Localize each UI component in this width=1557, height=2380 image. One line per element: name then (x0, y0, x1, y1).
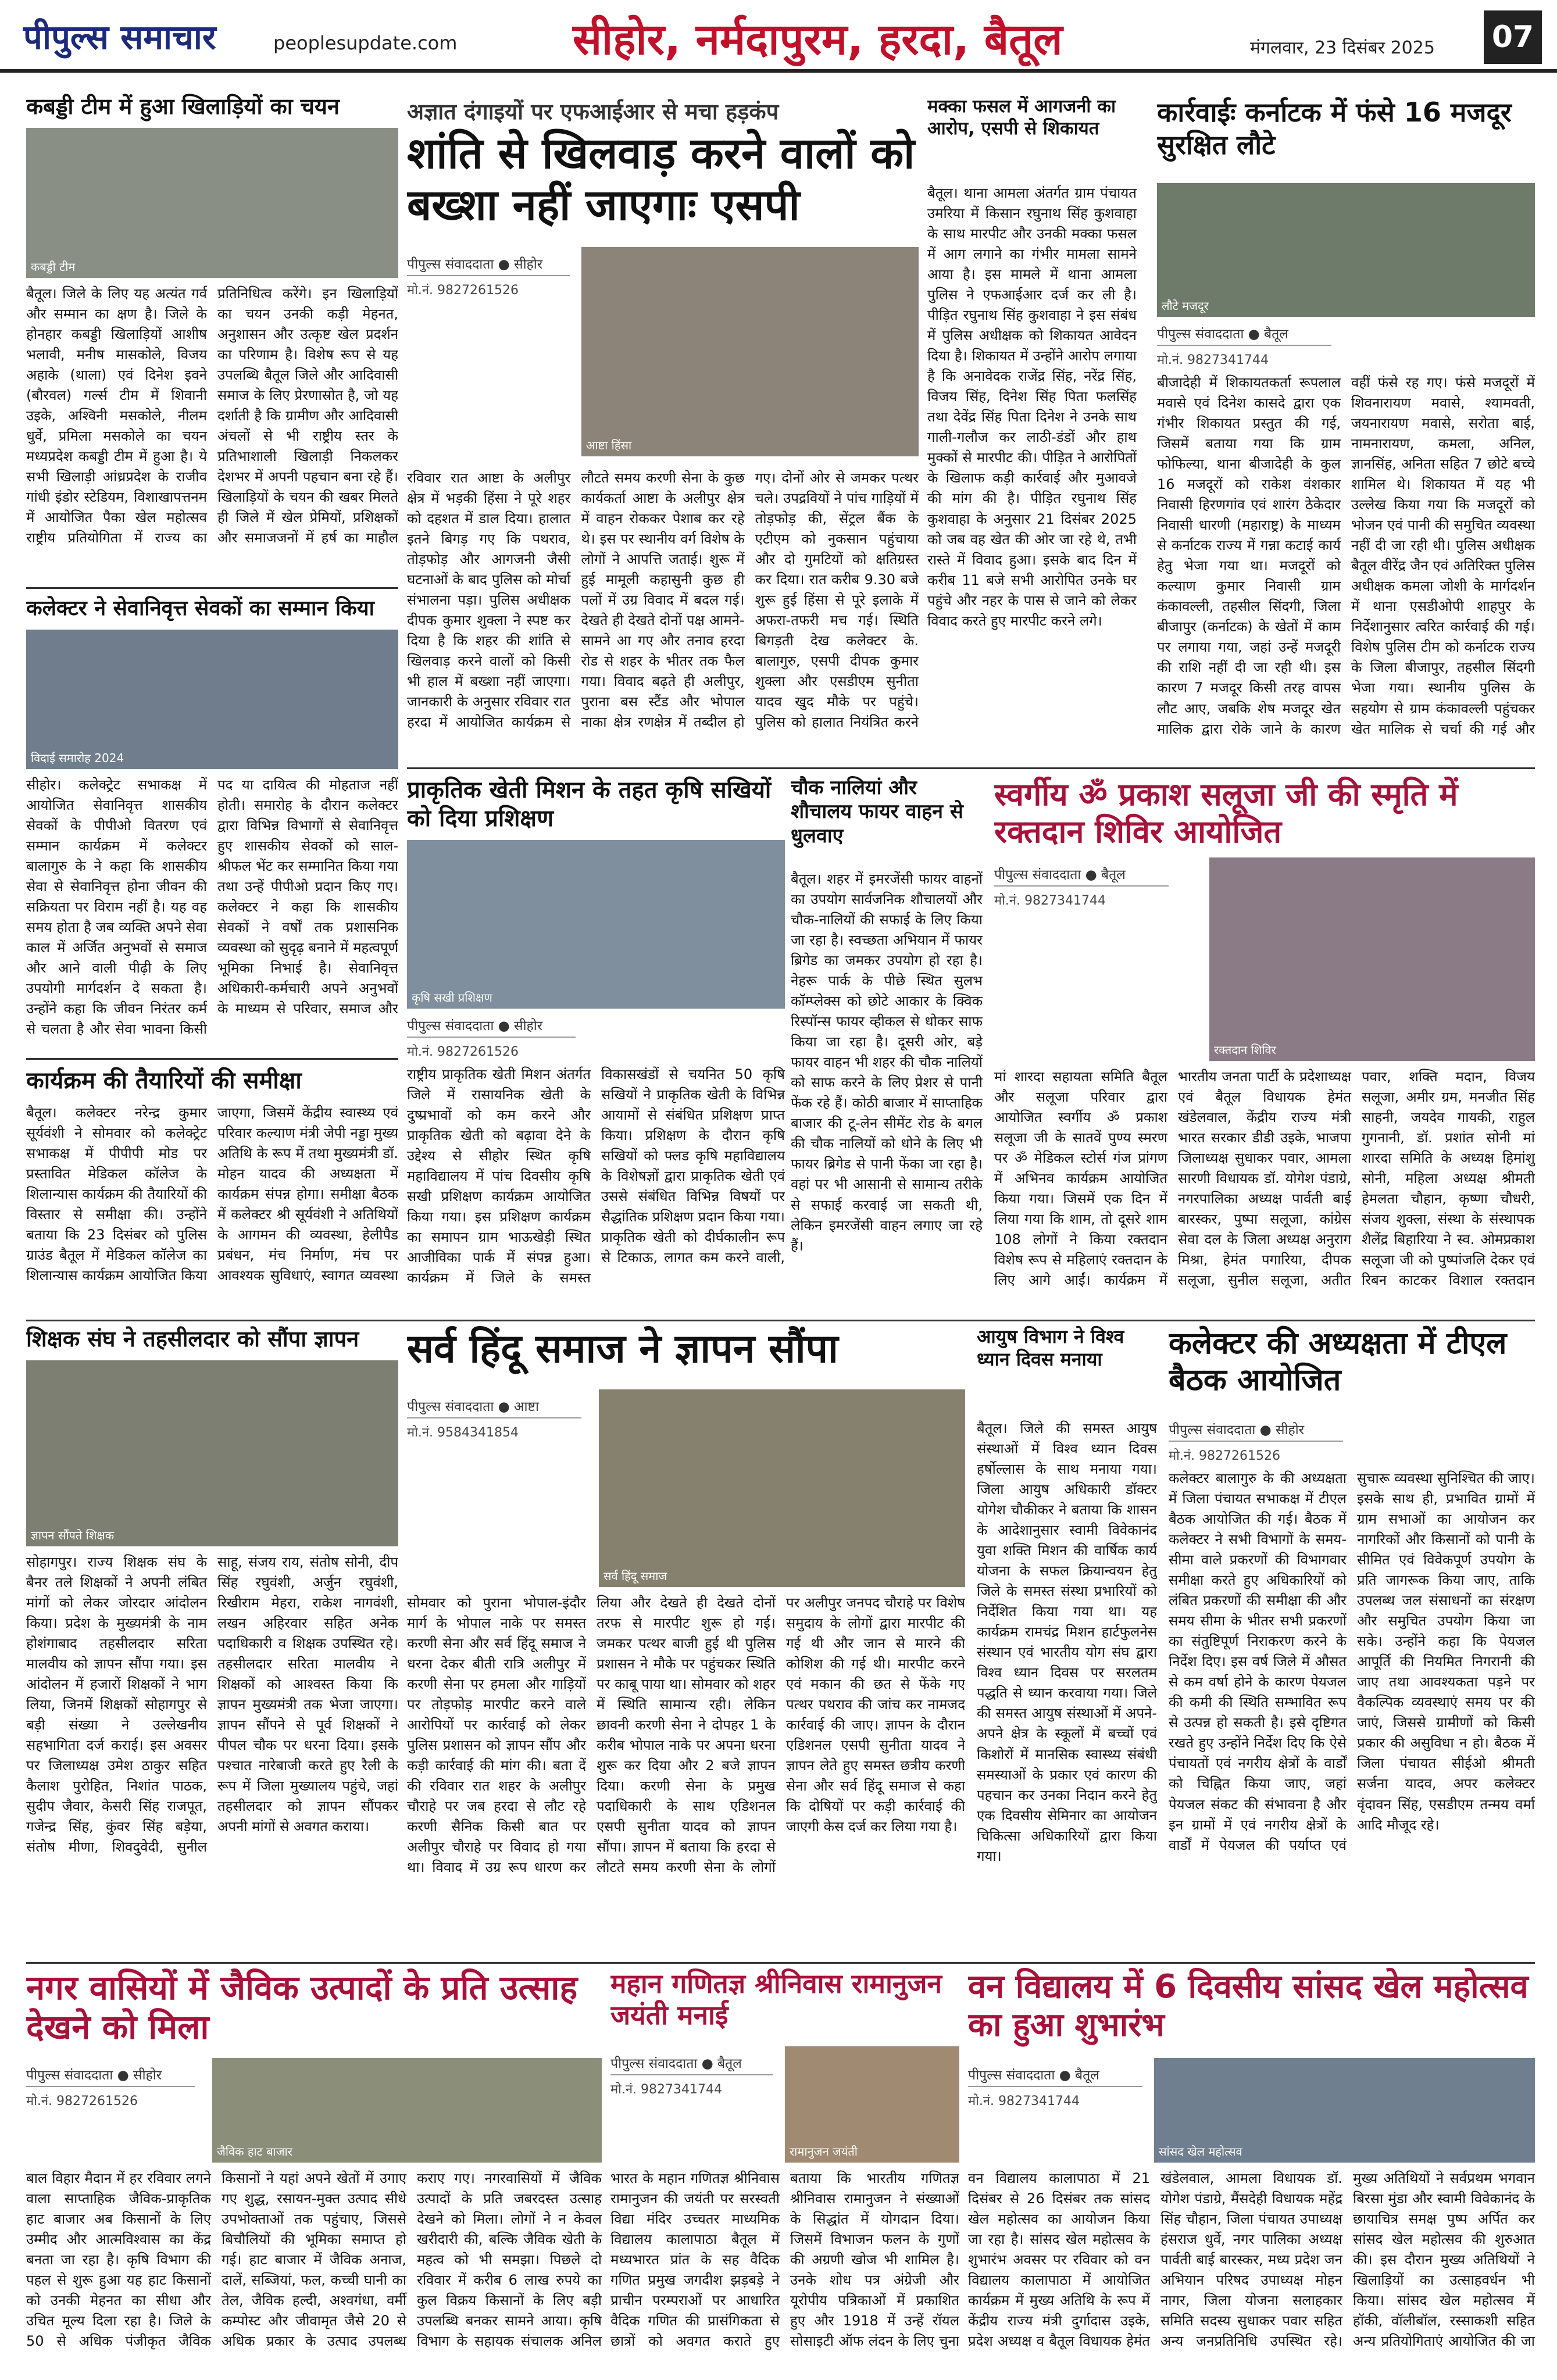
headline: वन विद्यालय में 6 दिवसीय सांसद खेल महोत्सव का हुआ शुभारंभ (968, 1968, 1529, 2045)
article-body: कलेक्टर बालागुरु के की अध्यक्षता में जिला पंचायत सभाकक्ष में टीएल बैठक आयोजित की गई। बैठक में कलेक्टर ने सभी विभागों के समय-सीमा वाले प्रकरणों की विभागवार समीक्षा करते हुए अधिकारियों को लंबित प्रकरणों की समीक्षा की और समय सीमा के भीतर सभी प्रकरणों का संतुष्टिपूर्ण निराकरण करने के निर्देश दिए। इस वर्ष जिले में औसत से कम वर्षा होने के कारण पेयजल की कमी की स्थिति सम्भावित रूप से उत्पन्न हो सकती है। इसे दृष्टिगत रखते हुए उन्होंने निर्देश दिए कि ऐसे पंचायतों एवं नगरीय क्षेत्रों के वार्डों को चिह्नित किया जाए, जहां पेयजल संकट की संभावना है और इन ग्रामों में एवं नगरीय क्षेत्रों के वार्डों में पेयजल की पर्याप्त एवं सुचारू व्यवस्था सुनिश्चित की जाए। इसके साथ ही, प्रभावित ग्रामों में ग्राम सभाओं का आयोजन कर नागरिकों और किसानों को पानी के सीमित एवं विवेकपूर्ण उपयोग के प्रति जागरूक किया जाए, ताकि उपलब्ध जल संसाधनों का संरक्षण और समुचित उपयोग किया जा सके। उन्होंने कहा कि पेयजल आपूर्ति की नियमित निगरानी की जाए तथा आवश्यकता पड़ने पर वैकल्पिक व्यवस्थाएं समय पर की जाएं, जिससे ग्रामीणों को किसी प्रकार की असुविधा न हो। बैठक में जिला पंचायत सीईओ श्रीमती सर्जना यादव, अपर कलेक्टर वृंदावन सिंह, एसडीएम तन्मय वर्मा आदि मौजूद रहे। (1169, 1470, 1535, 1853)
headline: नगर वासियों में जैविक उत्पादों के प्रति उत्साह देखने को मिला (26, 1968, 578, 2047)
reporter-mobile: मो.नं. 9827341744 (968, 2094, 1080, 2109)
article-natural-farming (407, 776, 785, 1314)
article-aashta-violence (407, 96, 919, 756)
article-photo: कबड्डी टीम (26, 128, 398, 278)
article-photo: रामानुजन जयंती (785, 2046, 959, 2163)
divider (26, 1962, 1535, 1964)
article-photo: आष्टा हिंसा (581, 247, 919, 456)
headline: सर्व हिंदू समाज ने ज्ञापन सौंपा (407, 1326, 838, 1372)
article-retired-employees (26, 596, 398, 1049)
byline: पीपुल्स संवाददाता ● सीहोर (407, 1013, 576, 1038)
divider (407, 767, 1535, 769)
masthead (0, 0, 1557, 73)
divider (26, 1320, 1535, 1321)
headline: महान गणितज्ञ श्रीनिवास रामानुजन जयंती मनाई (610, 1968, 942, 2031)
divider (26, 587, 398, 589)
headline: कबड्डी टीम में हुआ खिलाड़ियों का चयन (26, 94, 340, 119)
byline: पीपुल्स संवाददाता ● बैतूल (994, 862, 1169, 887)
headline: मक्का फसल में आगजनी का आरोप, एसपी से शिकायत (927, 96, 1116, 139)
article-meditation-day (977, 1325, 1157, 1956)
article-ramanujan-jayanti (610, 1968, 959, 2369)
article-blood-donation (994, 776, 1535, 1314)
article-photo: रक्तदान शिविर (1209, 857, 1535, 1061)
article-organic-market (26, 1968, 602, 2369)
article-body: बैतूल। कलेक्टर नरेन्द्र कुमार सूर्यवंशी ने सोमवार को कलेक्ट्रेट सभाकक्ष में पीपीपी मोड पर प्रस्तावित मेडिकल कॉलेज के शिलान्यास कार्यक्रम की तैयारियों की विस्तार से समीक्षा की। उन्होंने बताया कि 23 दिसंबर को पुलिस ग्राउंड बैतूल में मेडिकल कॉलेज का शिलान्यास कार्यक्रम आयोजित किया जाएगा, जिसमें केंद्रीय स्वास्थ्य एवं परिवार कल्याण मंत्री जेपी नड्डा मुख्य अतिथि के रूप में तथा मुख्यमंत्री डॉ. मोहन यादव की अध्यक्षता में कार्यक्रम संपन्न होगा। समीक्षा बैठक में कलेक्टर श्री सूर्यवंशी ने अतिथियों के आगमन की व्यवस्था, हेलीपैड प्रबंधन, मंच निर्माण, मंच पर आवश्यक सुविधाएं, स्वागत व्यवस्था (26, 1105, 398, 1284)
article-body: सोहागपुर। राज्य शिक्षक संघ के बैनर तले शिक्षकों ने अपनी लंबित मांगों को लेकर जोरदार आंदोलन किया। प्रदेश के मुख्यमंत्री के नाम होशंगाबाद तहसीलदार सरिता मालवीय को ज्ञापन सौंपा गया। इस आंदोलन में हजारों शिक्षकों ने भाग लिया, जिनमें शिक्षकों सोहागपुर से बड़ी संख्या ने उल्लेखनीय सहभागिता दर्ज कराई। इस अवसर पर जिलाध्यक्ष उमेश ठाकुर सहित कैलाश पुरोहित, निशांत पाठक, सुदीप जैवार, केसरी सिंह राजपूत, गजेन्द्र सिंह, कुंवर सिंह बड़ेया, संतोष मीणा, शिवदुवेदी, सुनील साहू, संजय राय, संतोष सोनी, दीप सिंह रघुवंशी, अर्जुन रघुवंशी, रिखीराम मेहरा, राकेश नागवंशी, लखन अहिरवार सहित अनेक पदाधिकारी व शिक्षक उपस्थित रहे। तहसीलदार सरिता मालवीय ने शिक्षकों को आश्वस्त किया कि ज्ञापन मुख्यमंत्री तक भेजा जाएगा। ज्ञापन सौंपने से पूर्व शिक्षकों ने पीपल चौक पर धरना दिया। इसके पश्चात नारेबाजी करते हुए रैली के रूप में जिला मुख्यालय पहुंचे, जहां तहसीलदार को ज्ञापन सौंपकर अपनी मांगों से अवगत कराया। (26, 1554, 398, 1856)
article-photo: ज्ञापन सौंपते शिक्षक (26, 1360, 398, 1546)
reporter-mobile: मो.नं. 9827261526 (407, 283, 519, 298)
article-crop-fire (927, 96, 1137, 764)
headline: कार्यक्रम की तैयारियों की समीक्षा (26, 1067, 302, 1094)
article-memo-submitted (407, 1325, 965, 1956)
headline: कार्रवाईः कर्नाटक में फंसे 16 मजदूर सुरक्षित लौटे (1157, 97, 1512, 161)
headline: प्राकृतिक खेती मिशन के तहत कृषि सखियों को दिया प्रशिक्षण (407, 777, 772, 832)
newspaper-logo: पीपुल्स समाचार (23, 17, 216, 57)
article-body: रविवार रात आष्टा के अलीपुर क्षेत्र में भड़की हिंसा ने पूरे शहर को दहशत में डाल दिया। हालात इतने बिगड़ गए कि पथराव, तोड़फोड़ और आगजनी जैसी घटनाओं के बाद पुलिस को मोर्चा संभालना पड़ा। पुलिस अधीक्षक दीपक कुमार शुक्ला ने स्पष्ट कर दिया है कि शहर की शांति से खिलवाड़ करने वालों को किसी भी हाल में बख्शा नहीं जाएगा। जानकारी के अनुसार रविवार रात हरदा में आयोजित कार्यक्रम से लौटते समय करणी सेना के कुछ कार्यकर्ता आष्टा के अलीपुर क्षेत्र में वाहन रोककर पेशाब कर रहे थे। इस पर स्थानीय वर्ग विशेष के लोगों ने आपत्ति जताई। शुरू में हुई मामूली कहासुनी कुछ ही पलों में उग्र विवाद में बदल गई। देखते ही देखते दोनों पक्ष आमने-सामने आ गए और तनाव हरदा रोड से शहर के भीतर तक फैल गया। विवाद बढ़ते ही अलीपुर, पुराना बस स्टैंड और भोपाल नाका क्षेत्र रणक्षेत्र में तब्दील हो गए। दोनों ओर से जमकर पत्थर चले। उपद्रवियों ने पांच गाड़ियों में तोड़फोड़ की, सेंट्रल बैंक के एटीएम को नुकसान पहुंचाया और दो गुमटियों को क्षतिग्रस्त कर दिया। रात करीब 9.30 बजे शुरू हुई हिंसा से पूरे इलाके में अफरा-तफरी मच गई। स्थिति बिगड़ती देख कलेक्टर के. बालागुरु, एसपी दीपक कुमार शुक्ला और एसडीएम सुनीता यादव खुद मौके पर पहुंचे। पुलिस को हालात नियंत्रित करने (407, 470, 919, 731)
reporter-mobile: मो.नं. 9827261526 (26, 2094, 138, 2109)
headline: शांति से खिलवाड़ करने वालों को बख्शा नहीं जाएगाः एसपी (407, 128, 915, 230)
byline: पीपुल्स संवाददाता ● बैतूल (968, 2063, 1142, 2087)
article-kabaddi (26, 93, 398, 578)
website-link[interactable]: peoplesupdate.com (273, 32, 458, 54)
article-body: वन विद्यालय कालापाठा में 21 दिसंबर से 26 दिसंबर तक सांसद खेल महोत्सव का आयोजन किया जा रहा है। सांसद खेल महोत्सव के शुभारंभ अवसर पर रविवार को वन विद्यालय कालापाठा में आयोजित कार्यक्रम में मुख्य अतिथि के रूप में केंद्रीय राज्य मंत्री दुर्गादास उइके, प्रदेश अध्यक्ष व बैतूल विधायक हेमंत खंडेलवाल, आमला विधायक डॉ. योगेश पंडाग्रे, मैंसदेही विधायक महेंद्र सिंह चौहान, जिला पंचायत उपाध्यक्ष हंसराज धुर्वे, नगर पालिका अध्यक्ष पार्वती बाई बारस्कर, मध्य प्रदेश जन अभियान परिषद उपाध्यक्ष मोहन नागर, जिला योजना सलाहकार समिति सदस्य सुधाकर पवार सहित अन्य जनप्रतिनिधि उपस्थित रहे। मुख्य अतिथियों ने सर्वप्रथम भगवान बिरसा मुंडा और स्वामी विवेकानंद के छायाचित्र समक्ष पुष्प अर्पित कर सांसद खेल महोत्सव की शुरुआत की। इस दौरान मुख्य अतिथियों ने खिलाड़ियों का उत्साहवर्धन भी किया। सांसद खेल महोत्सव में हॉकी, वॉलीबॉल, रस्साकशी सहित अन्य प्रतियोगिताएं आयोजित की जा (968, 2170, 1535, 2350)
article-body: बैतूल। जिले के लिए यह अत्यंत गर्व और सम्मान का क्षण है। जिले के होनहार कबड्डी खिलाड़ियों आशीष भलावी, मनीष मासकोले, विजय अहाके (थाला) एवं दिनेश इवने (बौरवल) गर्ल्स टीम में शिवानी उइके, अश्विनी मसकोले, नीलम धुर्वे, प्रमिला मसकोले का चयन मध्यप्रदेश कबड्डी टीम में हुआ है। ये सभी खिलाड़ी आंध्रप्रदेश के राजीव गांधी इंडोर स्टेडियम, विशाखापत्तनम में आयोजित पैका खेल महोत्सव राष्ट्रीय प्रतियोगिता में राज्य का प्रतिनिधित्व करेंगे। इन खिलाड़ियों का चयन उनकी कड़ी मेहनत, अनुशासन और उत्कृष्ट खेल प्रदर्शन का परिणाम है। विशेष रूप से यह उपलब्धि बैतूल जिले और आदिवासी समाज के लिए प्रेरणास्रोत है, जो यह दर्शाती है कि ग्रामीण और आदिवासी अंचलों से भी राष्ट्रीय स्तर के प्रतिभाशाली खिलाड़ी निकलकर देशभर में अपनी पहचान बना रहे हैं। खिलाड़ियों के चयन की खबर मिलते ही जिले में खेल प्रेमियों, प्रशिक्षकों और समाजजनों में हर्ष का माहौल (26, 285, 398, 546)
article-fire-vehicle (791, 776, 983, 1314)
headline: आयुष विभाग ने विश्व ध्यान दिवस मनाया (977, 1325, 1124, 1371)
article-body: भारत के महान गणितज्ञ श्रीनिवास रामानुजन की जयंती पर सरस्वती विद्या मंदिर उच्चतर माध्यमिक विद्यालय कालापाठा बैतूल में मध्यभारत प्रांत के सह वैदिक गणित प्रमुख जगदीश झड़बड़े ने प्राचीन परम्पराओं पर आधारित वैदिक गणित की प्रासंगिकता से छात्रों को अवगत कराते हुए बताया कि भारतीय गणितज्ञ श्रीनिवास रामानुजन ने संख्याओं के सिद्धांत में योगदान दिया। जिसमें विभाजन फलन के गुणों की अग्रणी खोज भी शामिल है। उनके शोध पत्र अंग्रेजी और यूरोपीय पत्रिकाओं में प्रकाशित हुए और 1918 में उन्हें रॉयल सोसाइटी ऑफ लंदन के लिए चुना (610, 2170, 959, 2350)
article-body: बैतूल। शहर में इमरजेंसी फायर वाहनों का उपयोग सार्वजनिक शौचालयों और चौक-नालियों की सफाई के लिए किया जा रहा है। स्वच्छता अभियान में फायर ब्रिगेड का जमकर उपयोग हो रहा है। नेहरू पार्क के पीछे स्थित सुलभ कॉम्प्लेक्स को छोटे आकार के क्विक रिस्पॉन्स फायर व्हीकल से धोकर साफ किया जा रहा है। दूसरी ओर, बड़े फायर वाहन भी शहर की चौक नालियों को साफ करने के लिए प्रेशर से पानी फेंक रहे हैं। कोठी बाजार में साप्ताहिक बाजार की टू-लेन सीमेंट रोड के बगल की चौक नालियों को धोने के लिए भी फायर ब्रिगेड से पानी फेंका जा रहा है। वहां पर भी आसानी से सामान्य तरीके से सफाई करवाई जा सकती थी, लेकिन इमरजेंसी वाहन लगाए जा रहे हैं। (791, 871, 983, 1254)
reporter-mobile: मो.नं. 9827261526 (407, 1045, 519, 1059)
article-teachers-memo (26, 1325, 398, 1956)
byline: पीपुल्स संवाददाता ● सीहोर (1169, 1417, 1343, 1442)
article-photo: विदाई समारोह 2024 (26, 630, 398, 769)
article-body: सोमवार को पुराना भोपाल-इंदौर मार्ग के भोपाल नाके पर समस्त करणी सेना और सर्व हिंदू समाज ने धरना देकर बीती रात्रि अलीपुर में करणी सेना पर हमला और गाड़ियों पर तोड़फोड़ मारपीट करने वाले आरोपियों पर कार्रवाई को लेकर पुलिस प्रशासन को ज्ञापन सौंप और कड़ी कार्रवाई की मांग की। बता दें की रविवार रात शहर के अलीपुर चौराहे पर जब हरदा से लौट रहे करणी सैनिक किसी बात पर अलीपुर चौराहे पर विवाद हो गया था। विवाद में उग्र रूप धारण कर लिया और देखते ही देखते दोनों तरफ से मारपीट शुरू हो गई। जमकर पत्थर बाजी हुई थी पुलिस प्रशासन ने मौके पर पहुंचकर स्थिति पर काबू पाया था। सोमवार को शहर में स्थिति सामान्य रही। लेकिन छावनी करणी सेना ने दोपहर 1 के करीब भोपाल नाके पर अपना धरना शुरू कर दिया और 2 बजे ज्ञापन दिया। करणी सेना के प्रमुख पदाधिकारी के साथ एडिशनल एसपी सुनीता यादव को ज्ञापन सौंपा। ज्ञापन में बताया कि हरदा से लौटते समय करणी सेना के लोगों पर अलीपुर जनपद चौराहे पर विशेष समुदाय के लोगों द्वारा मारपीट की गई थी और जान से मारने की कोशिश की गई थी। मारपीट करने एवं मकान की छत से फेंके गए पत्थर पथराव की जांच कर नामजद कार्रवाई की जाए। ज्ञापन के दौरान एडिशनल एसपी सुनीता यादव ने ज्ञापन लेते हुए समस्त छत्रीय करणी सेना और सर्व हिंदू समाज से कहा कि दोषियों पर कड़ी कार्रवाई की जाएगी केस दर्ज कर लिया गया है। (407, 1595, 965, 1876)
article-body: सीहोर। कलेक्ट्रेट सभाकक्ष में आयोजित सेवानिवृत्त शासकीय सेवकों के पीपीओ वितरण एवं सम्मान कार्यक्रम में कलेक्टर बालागुरु के ने कहा कि शासकीय सेवा से सेवानिवृत्त होना जीवन की सक्रियता पर विराम नहीं है। यह वह समय होता है जब व्यक्ति अपने सेवा काल में अर्जित अनुभवों से समाज और आने वाली पीढ़ी के लिए उपयोगी मार्गदर्शन दे सकता है। उन्होंने कहा कि जीवन निरंतर कर्म से चलता है और सेवा भावना किसी पद या दायित्व की मोहताज नहीं होती। समारोह के दौरान कलेक्टर द्वारा विभिन्न विभागों से सेवानिवृत्त हुए शासकीय सेवकों को साल-श्रीफल भेंट कर सम्मानित किया गया तथा उन्हें पीपीओ प्रदान किए गए। कलेक्टर ने कहा कि शासकीय सेवकों ने वर्षों तक प्रशासनिक व्यवस्था को सुदृढ़ बनाने में महत्वपूर्ण भूमिका निभाई है। सेवानिवृत्त अधिकारी-कर्मचारी अपने अनुभवों के माध्यम से परिवार, समाज और (26, 777, 398, 1038)
article-body: मां शारदा सहायता समिति बैतूल और सलूजा परिवार द्वारा आयोजित स्वर्गीय ॐ प्रकाश सलूजा जी के सातवें पुण्य स्मरण पर ॐ मेडिकल स्टोर्स गंज प्रांगण में अभिनव कार्यक्रम आयोजित किया गया। जिसमें एक दिन में लिया गया कि शाम, तो दूसरे शाम 108 लोगों ने किया रक्तदान विशेष रूप से महिलाएं रक्तदान के लिए आगे आईं। कार्यक्रम में भारतीय जनता पार्टी के प्रदेशाध्यक्ष एवं बैतूल विधायक हेमंत खंडेलवाल, केंद्रीय राज्य मंत्री भारत सरकार डीडी उइके, भाजपा जिलाध्यक्ष सुधाकर पवार, आमला सारणी विधायक डॉ. योगेश पंडाग्रे, नगरपालिका अध्यक्ष पार्वती बाई बारस्कर, पुष्पा सलूजा, कांग्रेस सेवा दल के जिला अध्यक्ष अनुराग मिश्रा, हेमंत पगारिया, दीपक सलूजा, सुनील सलूजा, अतीत पवार, शक्ति मदान, विजय सलूजा, अमीर ग्रम, मनजीत सिंह साहनी, जयदेव गायकी, राहुल गुगनानी, डॉ. प्रशांत सोनी मां शारदा समिति के अध्यक्ष हिमांशु सोनी, महिला अध्यक्ष श्रीमती हेमलता चौहान, कृष्णा चौधरी, संजय शुक्ला, संस्था के संस्थापक शैलेंद्र बिहारिया ने स्व. ओमप्रकाश सलूजा जी को पुष्पांजलि देकर एवं रिबन काटकर विशाल रक्तदान (994, 1069, 1535, 1289)
article-sports-festival (968, 1968, 1535, 2369)
article-body: बाल विहार मैदान में हर रविवार लगने वाला साप्ताहिक जैविक-प्राकृतिक हाट बाजार अब किसानों के लिए उम्मीद और आत्मविश्वास का केंद्र बनता जा रहा है। कृषि विभाग की पहल से शुरू हुआ यह हाट किसानों को उनकी मेहनत का सीधा और उचित मूल्य दिला रहा है। जिले के 50 से अधिक पंजीकृत जैविक किसानों ने यहां अपने खेतों में उगाए गए शुद्ध, रसायन-मुक्त उत्पाद सीधे उपभोक्ताओं तक पहुंचाए, जिससे बिचौलियों की भूमिका समाप्त हो गई। हाट बाजार में जैविक अनाज, दालें, सब्जियां, फल, कच्ची घानी का तेल, जैविक हल्दी, अश्वगंधा, वर्मी कम्पोस्ट और जीवामृत जैसे 20 से अधिक प्रकार के उत्पाद उपलब्ध कराए गए। नगरवासियों में जैविक उत्पादों के प्रति जबरदस्त उत्साह देखने को मिला। लोगों ने न केवल खरीदारी की, बल्कि जैविक खेती के महत्व को भी समझा। पिछले दो रविवार में करीब 6 लाख रुपये का कुल विक्रय किसानों के लिए बड़ी उपलब्धि बनकर सामने आया। कृषि विभाग के सहायक संचालक अनिल (26, 2170, 602, 2350)
kicker: अज्ञात दंगाइयों पर एफआईआर से मचा हड़कंप (407, 99, 779, 124)
headline: कलेक्टर की अध्यक्षता में टीएल बैठक आयोजित (1169, 1326, 1507, 1398)
reporter-mobile: मो.नं. 9827341744 (610, 2082, 723, 2097)
article-tl-meeting (1169, 1325, 1535, 1956)
reporter-mobile: मो.नं. 9827341744 (1157, 353, 1269, 367)
edition-cities: सीहोर, नर्मदापुरम, हरदा, बैतूल (573, 15, 1063, 65)
headline: शिक्षक संघ ने तहसीलदार को सौंपा ज्ञापन (26, 1326, 359, 1352)
issue-date: मंगलवार, 23 दिसंबर 2025 (1250, 38, 1435, 58)
byline: पीपुल्स संवाददाता ● बैतूल (1157, 321, 1331, 346)
article-photo: कृषि सखी प्रशिक्षण (407, 840, 785, 1009)
headline: स्वर्गीय ॐ प्रकाश सलूजा जी की स्मृति में रक्तदान शिविर आयोजित (994, 776, 1458, 850)
article-body: बैतूल। जिले की समस्त आयुष संस्थाओं में विश्व ध्यान दिवस हर्षोल्लास के साथ मनाया गया। जिला आयुष अधिकारी डॉक्टर योगेश चौकीकर ने बताया कि शासन के आदेशानुसार स्वामी विवेकानंद युवा शक्ति मिशन की वार्षिक कार्य योजना के सफल क्रियान्वयन हेतु जिले के समस्त संस्था प्रभारियों को निर्देशित किया गया था। यह कार्यक्रम रामचंद्र मिशन हार्टफुलनेस संस्थान एवं भारतीय योग संघ द्वारा विश्व ध्यान दिवस पर सरलतम पद्धति से ध्यान करवाया गया। जिले की समस्त आयुष संस्थाओं में अपने-अपने क्षेत्र के स्कूलों में बच्चों एवं किशोरों में मानसिक स्वास्थ्य संबंधी समस्याओं के प्रकार एवं कारण की पहचान कर उनका निदान करने हेतु एक दिवसीय सेमिनार का आयोजन चिकित्सा अधिकारियों द्वारा किया गया। (977, 1420, 1157, 1864)
article-body: राष्ट्रीय प्राकृतिक खेती मिशन अंतर्गत जिले में रासायनिक खेती के दुष्प्रभावों को कम करने और प्राकृतिक खेती को बढ़ावा देने के उद्देश्य से सीहोर स्थित कृषि महाविद्यालय में पांच दिवसीय कृषि सखी प्रशिक्षण कार्यक्रम आयोजित किया गया। इस प्रशिक्षण कार्यक्रम का समापन ग्राम भाऊखेड़ी स्थित आजीविका पार्क में संपन्न हुआ। कार्यक्रम में जिले के समस्त विकासखंडों से चयनित 50 कृषि सखियों ने प्राकृतिक खेती के विभिन्न आयामों से संबंधित प्रशिक्षण प्राप्त किया। प्रशिक्षण के दौरान कृषि सखियों को फ्लड कृषि महाविद्यालय के विशेषज्ञों द्वारा प्राकृतिक खेती एवं उससे संबंधित विभिन्न विषयों पर सैद्धांतिक प्रशिक्षण प्रदान किया गया। प्राकृतिक खेती को दीर्घकालीन रूप से टिकाऊ, लागत कम करने वाली, (407, 1066, 785, 1287)
article-workers-returned (1157, 96, 1535, 762)
article-program-review (26, 1067, 398, 1314)
reporter-mobile: मो.नं. 9584341854 (407, 1425, 519, 1440)
reporter-mobile: मो.नं. 9827341744 (994, 894, 1106, 908)
article-photo: जैविक हाट बाजार (212, 2058, 602, 2163)
byline: पीपुल्स संवाददाता ● आष्टा (407, 1394, 581, 1418)
article-photo: सांसद खेल महोत्सव (1154, 2058, 1535, 2163)
reporter-mobile: मो.नं. 9827261526 (1169, 1449, 1281, 1463)
article-photo: लौटे मजदूर (1157, 183, 1535, 317)
article-body: बैतूल। थाना आमला अंतर्गत ग्राम पंचायत उमरिया में किसान रघुनाथ सिंह कुशवाहा के साथ मारपीट और उनकी मक्का फसल में आग लगाने का गंभीर मामला सामने आया है। इस मामले में थाना आमला पुलिस ने एफआईआर दर्ज कर ली है। पीड़ित रघुनाथ सिंह कुशवाहा ने इस संबंध में पुलिस अधीक्षक को शिकायत आवेदन दिया है। शिकायत में उन्होंने आरोप लगाया है कि अनावेदक राजेंद्र सिंह, नरेंद्र सिंह, विजय सिंह, दिनेश सिंह पिता फलसिंह तथा देवेंद्र सिंह पिता दिनेश ने उनके साथ गाली-गलौज कर लाठी-डंडों और हाथ मुक्कों से मारपीट की। पीड़ित ने आरोपितों के खिलाफ कड़ी कार्रवाई और मुआवजे की मांग की है। पीड़ित रघुनाथ सिंह कुशवाहा के अनुसार 21 दिसंबर 2025 को जब वह खेत की ओर जा रहे थे, तभी रास्ते में विवाद हुआ। इसके बाद दिन में करीब 11 बजे सभी आरोपित उनके घर पहुंचे और नहर के पास से जाने को लेकर विवाद करते हुए मारपीट करने लगे। (927, 185, 1137, 629)
byline: पीपुल्स संवाददाता ● बैतूल (610, 2051, 773, 2075)
article-body: बीजादेही में शिकायतकर्ता रूपलाल मवासे एवं दिनेश कासदे द्वारा एक गंभीर शिकायत प्रस्तुत की गई, जिसमें बताया गया कि ग्राम फोफिल्या, थाना बीजादेही के कुल 16 मजदूरों को राकेश वंशकार निवासी हिरणगांव एवं शारंग ठेकेदार निवासी धारणी (महाराष्ट्र) के माध्यम से कर्नाटक राज्य में गन्ना कटाई कार्य हेतु भेजा गया था। मजदूरों को कल्याण कुमार निवासी ग्राम कंकावल्ली, तहसील सिंदगी, जिला बीजापुर (कर्नाटक) के खेतों में काम पर लगाया गया, जहां उन्हें मजदूरी की राशि नहीं दी जा रही थी। इस कारण 7 मजदूर किसी तरह वापस लौट आए, जबकि शेष मजदूर खेत मालिक द्वारा रोके जाने के कारण वहीं फंसे रह गए। फंसे मजदूरों में शिवनारायण मवासे, श्यामवती, जयनारायण मवासे, सरोता बाई, नामनारायण, कमला, अनिल, ज्ञानसिंह, अनिता सहित 7 छोटे बच्चे शामिल थे। शिकायत में यह भी उल्लेख किया गया कि मजदूरों को भोजन एवं पानी की समुचित व्यवस्था नहीं दी जा रही थी। पुलिस अधीक्षक बैतूल वीरेंद्र जैन एवं अतिरिक्त पुलिस अधीक्षक कमला जोशी के मार्गदर्शन में थाना एसडीओपी शाहपुर के निर्देशानुसार त्वरित कार्रवाई की गई। विशेष पुलिस टीम को कर्नाटक राज्य के जिला बीजापुर, तहसील सिंदगी भेजा गया। स्थानीय पुलिस के सहयोग से ग्राम कंकावल्ली पहुंचकर खेत मालिक से चर्चा की गई और (1157, 374, 1535, 737)
headline: चौक नालियां और शौचालय फायर वाहन से धुलवाए (791, 776, 963, 848)
article-photo: सर्व हिंदू समाज (599, 1389, 965, 1587)
byline: पीपुल्स संवाददाता ● सीहोर (26, 2063, 195, 2087)
byline: पीपुल्स संवाददाता ● सीहोर (407, 252, 570, 276)
headline: कलेक्टर ने सेवानिवृत्त सेवकों का सम्मान किया (26, 596, 374, 620)
page-number: 07 (1484, 10, 1542, 64)
divider (26, 1058, 398, 1060)
